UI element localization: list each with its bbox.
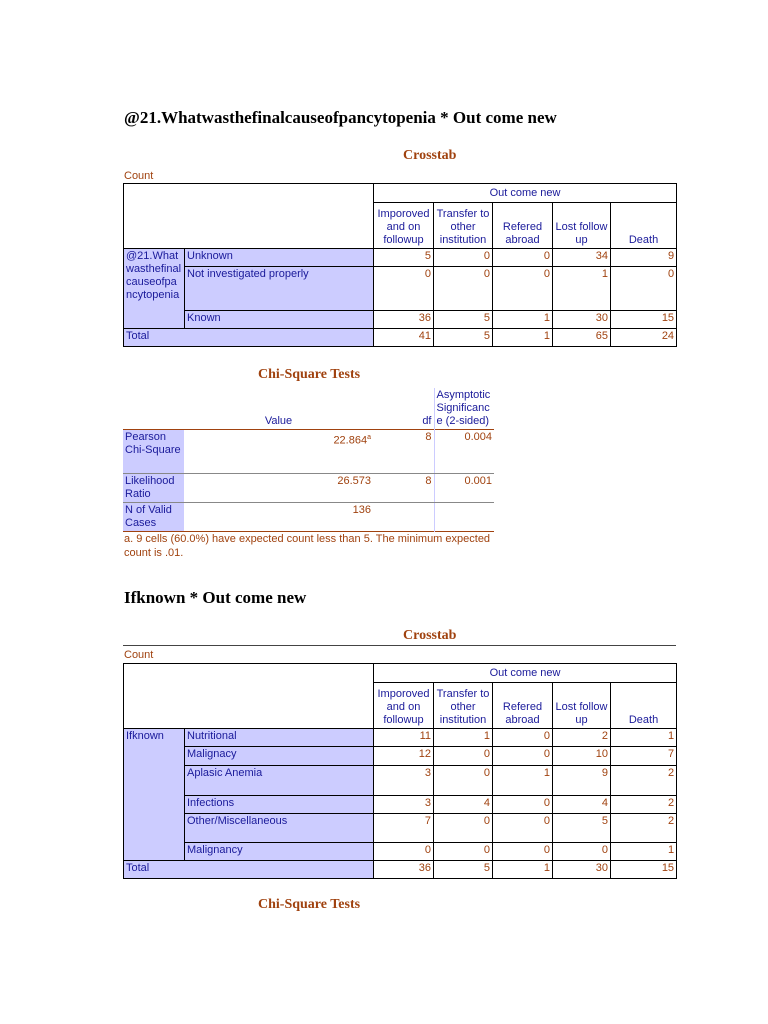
row-variable-label: Ifknown bbox=[124, 729, 185, 861]
row-label: Known bbox=[185, 311, 374, 329]
cell-value: 3 bbox=[374, 796, 434, 814]
chi-row-label: Pearson Chi-Square bbox=[123, 430, 184, 474]
col-header: Transfer to other institution bbox=[434, 203, 493, 249]
cell-value: 0 bbox=[493, 747, 553, 766]
cell-value: 7 bbox=[374, 814, 434, 843]
total-label: Total bbox=[124, 329, 374, 347]
cell-value: 0 bbox=[493, 814, 553, 843]
corner-cell bbox=[124, 184, 374, 249]
cell-value: 3 bbox=[374, 766, 434, 796]
chi-square-title-1: Chi-Square Tests bbox=[258, 367, 361, 382]
corner-cell bbox=[124, 664, 374, 729]
chi-row-label: Likelihood Ratio bbox=[123, 474, 184, 503]
col-header: Refered abroad bbox=[493, 683, 553, 729]
cell-value: 0 bbox=[493, 843, 553, 861]
table-top-rule bbox=[123, 645, 676, 646]
total-value: 5 bbox=[434, 329, 493, 347]
col-group-header: Out come new bbox=[374, 184, 677, 203]
cell-value: 9 bbox=[611, 249, 677, 267]
col-header: Death bbox=[611, 203, 677, 249]
cell-value: 10 bbox=[553, 747, 611, 766]
cell-value: 5 bbox=[553, 814, 611, 843]
col-header: Lost follow up bbox=[553, 203, 611, 249]
value-header: Value bbox=[264, 415, 293, 427]
chi-sig: 0.001 bbox=[434, 474, 494, 503]
cell-value: 0 bbox=[434, 249, 493, 267]
col-header: Transfer to other institution bbox=[434, 683, 493, 729]
chi-sig bbox=[434, 503, 494, 532]
crosstab-table-1 bbox=[123, 183, 677, 347]
sig-header: Asymptotic Significanc e (2-sided) bbox=[436, 389, 491, 427]
total-value: 24 bbox=[611, 329, 677, 347]
total-value: 1 bbox=[493, 861, 553, 879]
chi-value: 136 bbox=[352, 504, 371, 516]
total-value: 1 bbox=[493, 329, 553, 347]
crosstab-title-1: Crosstab bbox=[403, 148, 457, 163]
chi-row-label: N of Valid Cases bbox=[123, 503, 184, 532]
cell-value: 0 bbox=[493, 729, 553, 747]
col-header: Death bbox=[611, 683, 677, 729]
cell-value: 11 bbox=[374, 729, 434, 747]
chi-df: 8 bbox=[373, 430, 434, 474]
cell-value: 1 bbox=[611, 843, 677, 861]
cell-value: 15 bbox=[611, 311, 677, 329]
cell-value: 4 bbox=[434, 796, 493, 814]
cell-value: 30 bbox=[553, 311, 611, 329]
total-value: 65 bbox=[553, 329, 611, 347]
cell-value: 0 bbox=[553, 843, 611, 861]
section2-heading: Ifknown * Out come new bbox=[124, 588, 307, 607]
row-label: Infections bbox=[185, 796, 374, 814]
total-value: 5 bbox=[434, 861, 493, 879]
row-label: Malignacy bbox=[185, 747, 374, 766]
cell-value: 2 bbox=[553, 729, 611, 747]
total-label: Total bbox=[124, 861, 374, 879]
cell-value: 7 bbox=[611, 747, 677, 766]
total-value: 41 bbox=[374, 329, 434, 347]
chi-square-table bbox=[123, 388, 494, 532]
section1-heading: @21.Whatwasthefinalcauseofpancytopenia * Out come new bbox=[124, 108, 557, 127]
cell-value: 2 bbox=[611, 814, 677, 843]
cell-value: 0 bbox=[434, 747, 493, 766]
cell-value: 0 bbox=[434, 843, 493, 861]
cell-value: 2 bbox=[611, 796, 677, 814]
cell-value: 5 bbox=[434, 311, 493, 329]
col-header: Imporoved and on followup bbox=[374, 683, 434, 729]
cell-value: 0 bbox=[611, 267, 677, 311]
chi-value: 26.573 bbox=[184, 474, 373, 503]
cell-value: 36 bbox=[374, 311, 434, 329]
total-value: 30 bbox=[553, 861, 611, 879]
cell-value: 12 bbox=[374, 747, 434, 766]
df-header: df bbox=[373, 388, 434, 430]
chi-df bbox=[373, 503, 434, 532]
cell-value: 0 bbox=[493, 796, 553, 814]
count-label-1: Count bbox=[124, 170, 154, 182]
row-variable-label: @21.What wasthefinal causeofpa ncytopenia bbox=[124, 249, 185, 329]
count-label-2: Count bbox=[124, 649, 154, 661]
row-label: Not investigated properly bbox=[185, 267, 374, 311]
cell-value: 4 bbox=[553, 796, 611, 814]
row-label: Unknown bbox=[185, 249, 374, 267]
cell-value: 0 bbox=[434, 814, 493, 843]
row-label: Aplasic Anemia bbox=[185, 766, 374, 796]
total-value: 15 bbox=[611, 861, 677, 879]
cell-value: 0 bbox=[374, 267, 434, 311]
cell-value: 1 bbox=[434, 729, 493, 747]
cell-value: 0 bbox=[374, 843, 434, 861]
chi-square-title-2: Chi-Square Tests bbox=[258, 897, 361, 912]
cell-value: 0 bbox=[434, 766, 493, 796]
row-label: Nutritional bbox=[185, 729, 374, 747]
cell-value: 0 bbox=[434, 267, 493, 311]
col-header: Imporoved and on followup bbox=[374, 203, 434, 249]
crosstab-table-2 bbox=[123, 663, 677, 879]
cell-value: 0 bbox=[493, 249, 553, 267]
col-group-header: Out come new bbox=[374, 664, 677, 683]
cell-value: 34 bbox=[553, 249, 611, 267]
chi-value: 22.864$^a$ bbox=[184, 430, 373, 474]
chi-footnote: a. 9 cells (60.0%) have expected count less than 5. The minimum expected count is .01. bbox=[124, 533, 491, 559]
col-header: Lost follow up bbox=[553, 683, 611, 729]
row-label: Malignancy bbox=[185, 843, 374, 861]
cell-value: 9 bbox=[553, 766, 611, 796]
cell-value: 1 bbox=[553, 267, 611, 311]
cell-value: 1 bbox=[493, 311, 553, 329]
total-value: 36 bbox=[374, 861, 434, 879]
chi-df: 8 bbox=[373, 474, 434, 503]
cell-value: 0 bbox=[493, 267, 553, 311]
cell-value: 1 bbox=[493, 766, 553, 796]
row-label: Other/Miscellaneous bbox=[185, 814, 374, 843]
cell-value: 2 bbox=[611, 766, 677, 796]
crosstab-title-2: Crosstab bbox=[403, 628, 457, 643]
cell-value: 1 bbox=[611, 729, 677, 747]
col-header: Refered abroad bbox=[493, 203, 553, 249]
chi-sig: 0.004 bbox=[434, 430, 494, 474]
cell-value: 5 bbox=[374, 249, 434, 267]
